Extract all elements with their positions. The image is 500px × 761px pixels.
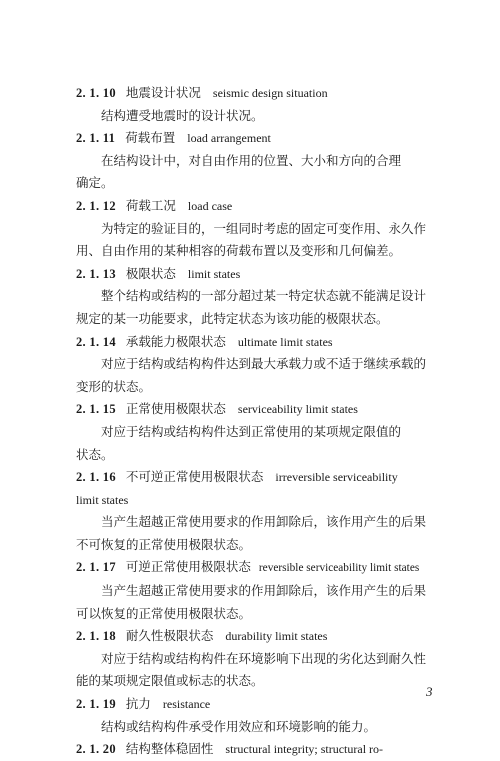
term-english: resistance	[162, 697, 211, 712]
term-definition-continued: 用、自由作用的某种相容的荷载布置以及变形和几何偏差。	[76, 243, 402, 259]
term-entry	[76, 556, 448, 625]
term-definition: 对应于结构或结构构件在环境影响下出现的劣化达到耐久性	[101, 650, 427, 666]
term-definition-continued: 不可恢复的正常使用极限状态。	[76, 536, 252, 552]
term-number: 2. 1. 15	[76, 402, 116, 417]
term-heading	[76, 625, 448, 648]
term-definition: 整个结构或结构的一部分超过某一特定状态就不能满足设计	[101, 288, 427, 304]
term-entry	[76, 82, 448, 127]
term-entry	[76, 693, 448, 738]
term-english: irreversible serviceability	[275, 470, 398, 485]
term-heading-continued	[76, 489, 448, 512]
term-number: 2. 1. 12	[76, 198, 116, 213]
term-english: durability limit states	[225, 629, 328, 644]
term-entry	[76, 263, 448, 331]
term-english: load arrangement	[187, 131, 271, 146]
term-heading	[76, 263, 448, 286]
term-entry	[76, 625, 448, 693]
term-definition: 当产生超越正常使用要求的作用卸除后，该作用产生的后果	[101, 583, 427, 599]
term-heading	[76, 693, 448, 716]
term-definition-continued: 状态。	[76, 446, 114, 462]
term-chinese: 极限状态	[125, 265, 176, 281]
term-definition: 对应于结构或结构构件达到正常使用的某项规定限值的	[101, 423, 402, 439]
term-number: 2. 1. 14	[76, 334, 116, 349]
term-chinese: 不可逆正常使用极限状态	[125, 469, 264, 485]
term-definition: 当产生超越正常使用要求的作用卸除后，该作用产生的后果	[101, 514, 427, 530]
term-entry	[76, 331, 448, 399]
term-definition: 结构或结构构件承受作用效应和环境影响的能力。	[101, 718, 377, 734]
term-english: seismic design situation	[212, 86, 328, 100]
term-definition: 为特定的验证目的，一组同时考虑的固定可变作用、永久作	[101, 220, 427, 236]
term-number: 2. 1. 16	[76, 470, 116, 485]
term-chinese: 正常使用极限状态	[125, 401, 226, 417]
term-english-continued: limit states	[76, 492, 129, 507]
term-number: 2. 1. 10	[76, 86, 116, 100]
term-chinese: 抗力	[125, 696, 151, 712]
term-definition-continued: 规定的某一功能要求，此特定状态为该功能的极限状态。	[76, 310, 389, 326]
term-heading	[76, 466, 448, 489]
term-english: ultimate limit states	[237, 334, 333, 349]
term-definition: 结构遭受地震时的设计状况。	[101, 107, 264, 123]
page-number: 3	[426, 684, 433, 699]
term-heading	[76, 82, 448, 105]
term-chinese: 地震设计状况	[125, 85, 201, 100]
term-heading	[76, 398, 448, 421]
term-english: serviceability limit states	[237, 402, 358, 417]
term-number: 2. 1. 17	[76, 560, 116, 575]
term-heading	[76, 195, 448, 218]
term-definition-continued: 确定。	[76, 175, 114, 191]
term-number: 2. 1. 11	[76, 131, 116, 146]
term-definition: 在结构设计中，对自由作用的位置、大小和方向的合理	[101, 152, 402, 168]
term-entry	[76, 398, 448, 466]
term-entry	[76, 738, 448, 761]
term-definition-continued: 可以恢复的正常使用极限状态。	[76, 605, 252, 621]
term-entry	[76, 127, 448, 195]
term-chinese: 可逆正常使用极限状态	[125, 559, 251, 575]
term-english: limit states	[187, 266, 241, 281]
term-chinese: 耐久性极限状态	[125, 628, 214, 644]
term-heading	[76, 331, 448, 354]
term-english: structural integrity; structural ro-	[225, 742, 384, 757]
term-definition-continued: 能的某项规定限值或标志的状态。	[76, 673, 264, 689]
term-heading	[76, 127, 448, 150]
term-number: 2. 1. 18	[76, 629, 116, 644]
term-english: reversible serviceability limit states	[258, 562, 420, 575]
term-list	[76, 82, 448, 761]
term-english: load case	[187, 198, 233, 213]
term-chinese: 荷载工况	[125, 197, 176, 213]
term-heading	[76, 556, 448, 580]
term-number: 2. 1. 19	[76, 697, 116, 712]
term-entry	[76, 195, 448, 263]
term-definition: 对应于结构或结构构件达到最大承载力或不适于继续承载的	[101, 356, 427, 372]
term-number: 2. 1. 13	[76, 266, 116, 281]
term-entry	[76, 466, 448, 556]
term-definition-continued: 变形的状态。	[76, 378, 152, 394]
term-chinese: 荷载布置	[125, 130, 176, 146]
term-chinese: 承载能力极限状态	[125, 333, 226, 349]
term-heading	[76, 738, 448, 761]
term-chinese: 结构整体稳固性	[125, 741, 214, 757]
term-number: 2. 1. 20	[76, 742, 116, 757]
